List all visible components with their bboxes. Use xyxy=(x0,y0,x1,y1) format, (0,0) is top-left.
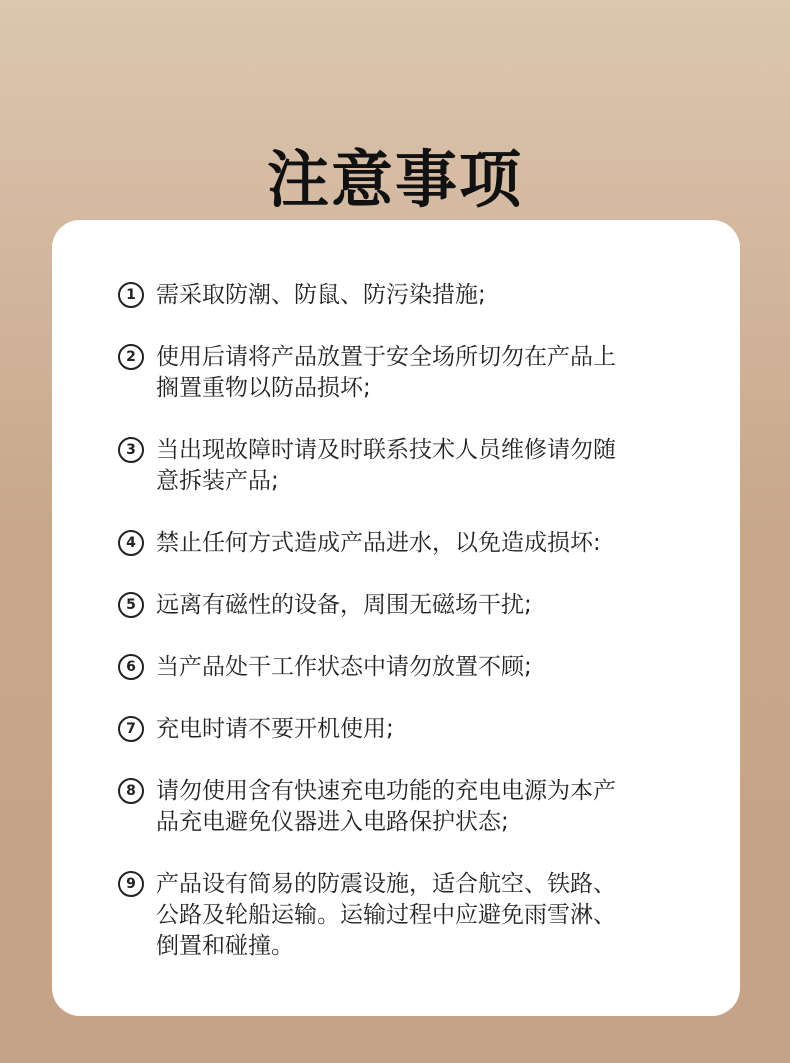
item-text: 远离有磁性的设备，周围无磁场干扰; xyxy=(156,592,532,618)
item-text: 需采取防潮、防鼠、防污染措施; xyxy=(156,282,486,308)
item-text: 当出现故障时请及时联系技术人员维修请勿随 意拆装产品; xyxy=(156,437,616,494)
notice-item-2 xyxy=(118,342,698,404)
notice-item-8 xyxy=(118,776,698,838)
notice-list xyxy=(118,280,698,993)
item-number-badge: 4 xyxy=(118,530,144,556)
item-text: 请勿使用含有快速充电功能的充电电源为本产 品充电避免仪器进入电路保护状态; xyxy=(156,778,616,835)
item-text: 当产品处干工作状态中请勿放置不顾; xyxy=(156,654,532,680)
item-number-badge: 2 xyxy=(118,344,144,370)
notice-item-6 xyxy=(118,652,698,683)
item-number-badge: 7 xyxy=(118,716,144,742)
item-text: 产品设有简易的防震设施，适合航空、铁路、 公路及轮船运输。运输过程中应避免雨雪淋、 倒置和碰撞。 xyxy=(156,871,616,959)
item-text: 禁止任何方式造成产品进水，以免造成损坏: xyxy=(156,530,601,556)
item-text: 充电时请不要开机使用; xyxy=(156,716,394,742)
item-text: 使用后请将产品放置于安全场所切勿在产品上 搁置重物以防品损坏; xyxy=(156,344,616,401)
notice-item-4 xyxy=(118,528,698,559)
page-title: 注意事项 xyxy=(266,142,523,216)
notice-item-3 xyxy=(118,435,698,497)
notice-item-7 xyxy=(118,714,698,745)
item-number-badge: 3 xyxy=(118,437,144,463)
notice-item-5 xyxy=(118,590,698,621)
item-number-badge: 6 xyxy=(118,654,144,680)
notice-item-9 xyxy=(118,869,698,962)
item-number-badge: 8 xyxy=(118,778,144,804)
item-number-badge: 9 xyxy=(118,871,144,897)
notice-card xyxy=(52,220,740,1016)
item-number-badge: 1 xyxy=(118,282,144,308)
item-number-badge: 5 xyxy=(118,592,144,618)
notice-item-1 xyxy=(118,280,698,311)
